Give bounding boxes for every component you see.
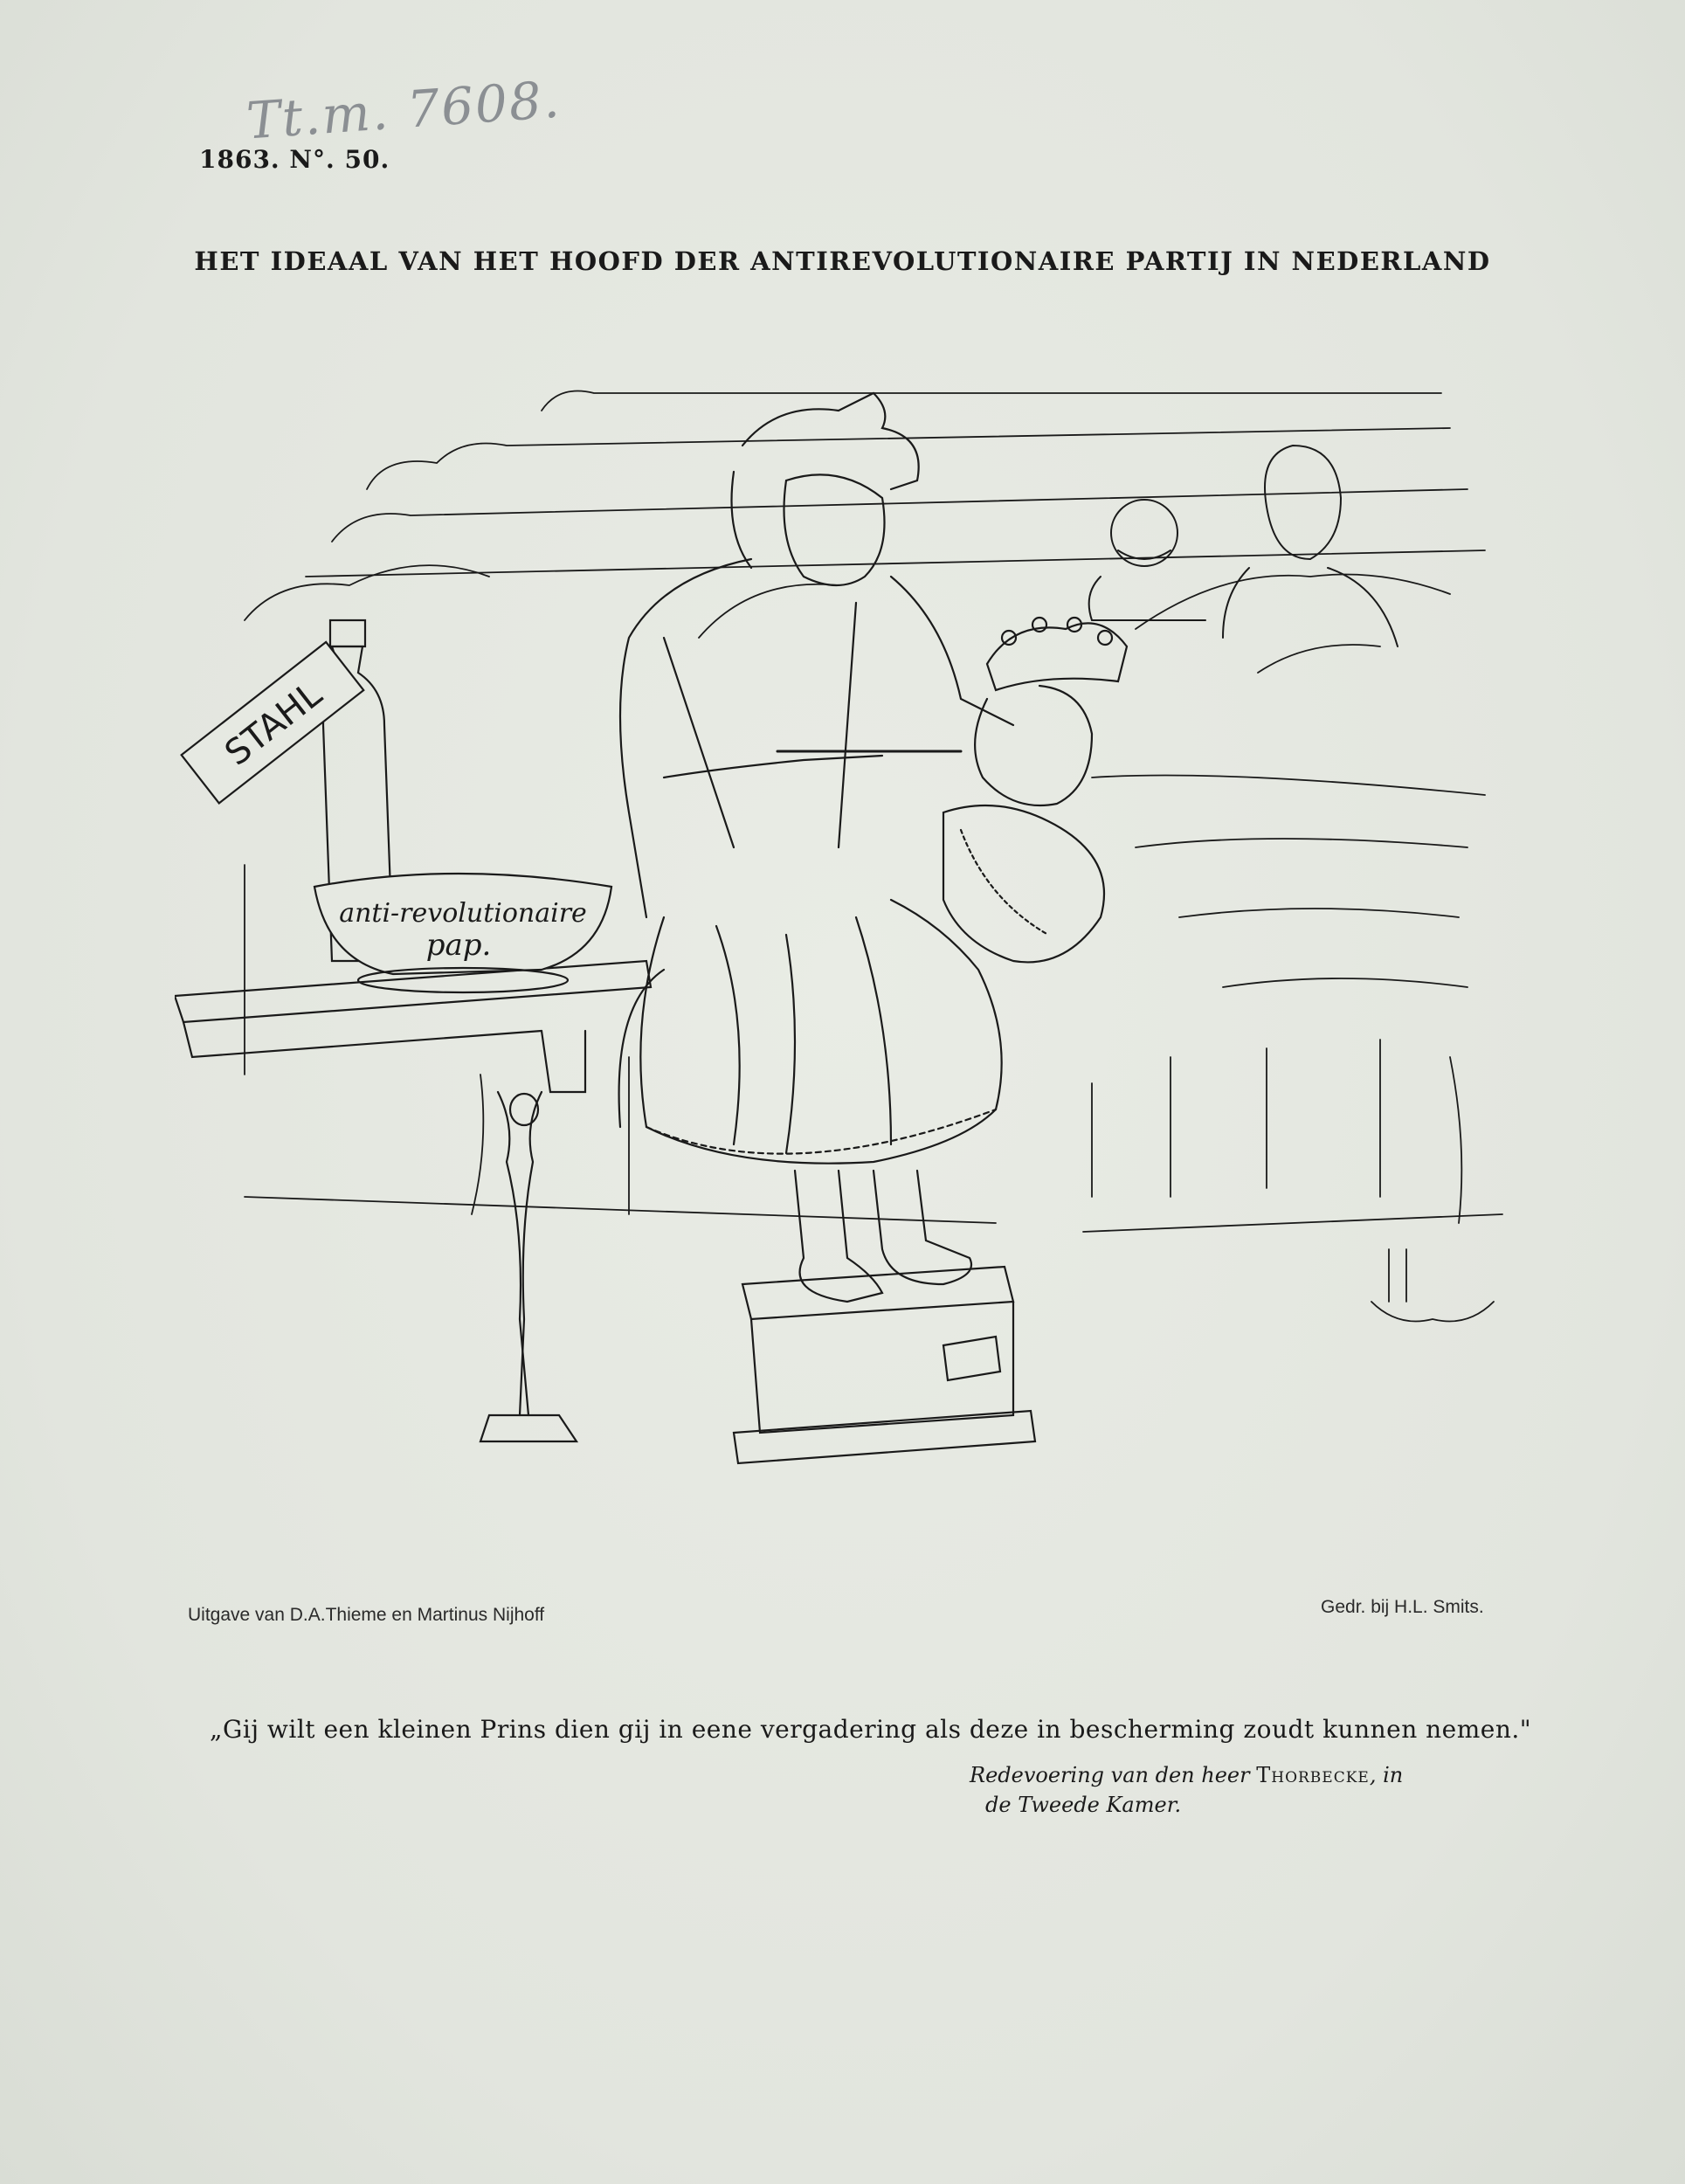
bottle-label: STAHL xyxy=(218,674,330,774)
attribution-suffix: , in xyxy=(1369,1763,1404,1787)
printer-imprint: Gedr. bij H.L. Smits. xyxy=(1321,1597,1484,1617)
page-title: HET IDEAAL VAN HET HOOFD DER ANTIREVOLUTIONAIRE PARTIJ IN NEDERLAND xyxy=(194,246,1491,276)
caption-quote: „Gij wilt een kleinen Prins dien gij in eene vergadering als deze in bescherming zoudt kunnen nemen." xyxy=(210,1715,1532,1744)
background-men xyxy=(1089,446,1398,646)
caption-attribution-line2: de Tweede Kamer. xyxy=(985,1793,1182,1817)
caption-attribution xyxy=(970,1763,1403,1787)
cartoon-illustration xyxy=(175,358,1520,1581)
nurse-figure xyxy=(619,393,1013,1302)
parliament-benches xyxy=(245,391,1502,1322)
child-with-crown xyxy=(943,618,1127,962)
footstool xyxy=(734,1267,1035,1463)
publisher-imprint: Uitgave van D.A.Thieme en Martinus Nijhoff xyxy=(188,1605,545,1625)
handwritten-inventory-note: Tt.m. 7608. xyxy=(245,69,563,151)
bowl-label-line1: anti-revolutionaire xyxy=(339,898,587,929)
attribution-name: Thorbecke xyxy=(1256,1763,1370,1787)
side-table xyxy=(175,961,651,1441)
bowl-label-line2: pap. xyxy=(425,928,492,963)
attribution-prefix: Redevoering van den heer xyxy=(970,1763,1250,1787)
issue-number: 1863. N°. 50. xyxy=(199,145,390,174)
